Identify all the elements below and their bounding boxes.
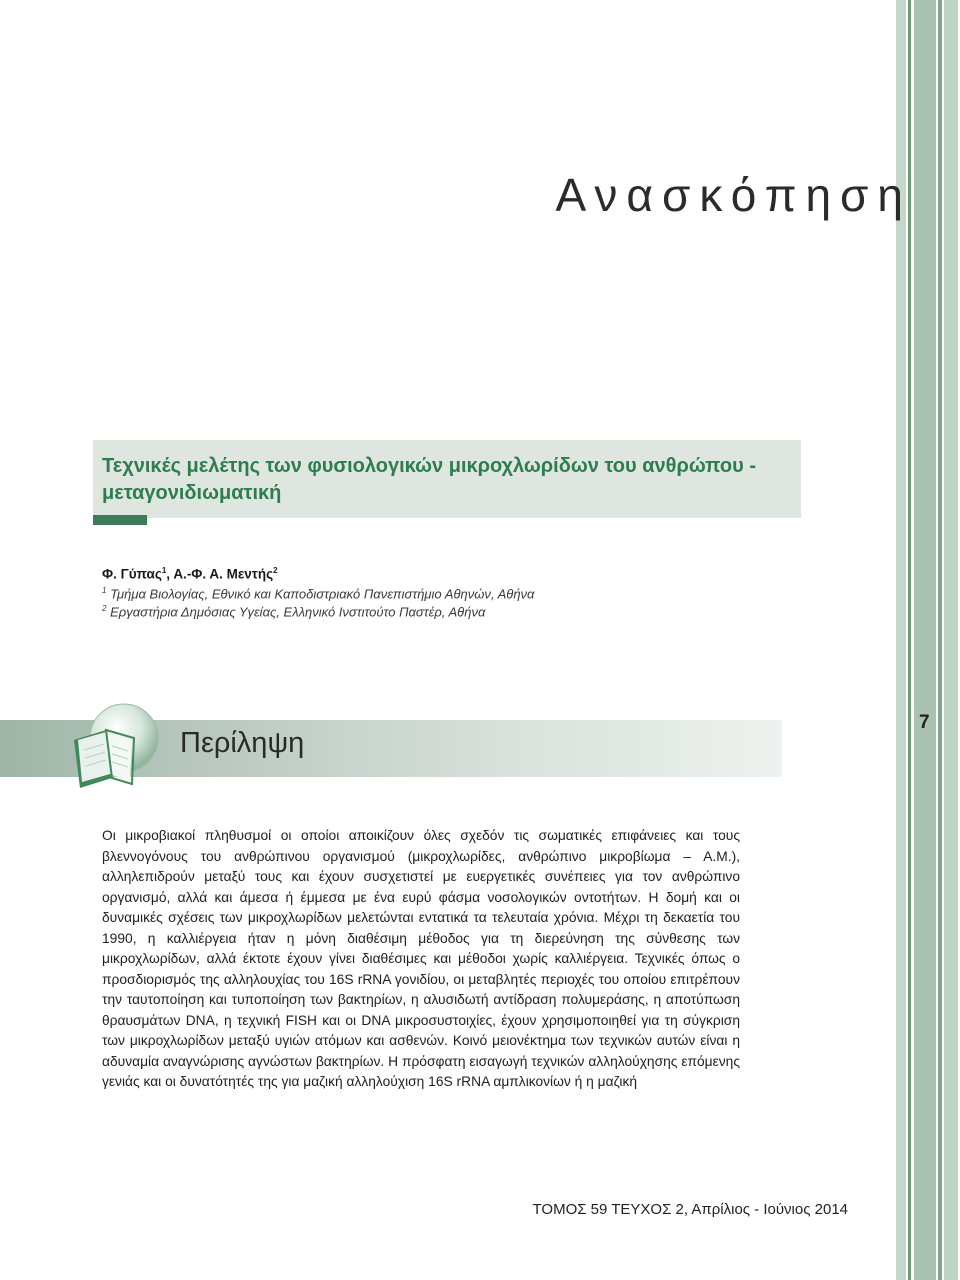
author-1-sup: 1 [161,566,167,575]
abstract-label: Περίληψη [180,727,305,759]
affiliation-2-sup: 2 [102,604,107,613]
affiliation-1 [102,586,534,601]
author-2: Α.-Φ. Α. Μεντής [173,566,274,582]
affiliation-2-text: Εργαστήρια Δημόσιας Υγείας, Ελληνικό Ινστιτούτο Παστέρ, Αθήνα [110,604,486,620]
author-2-sup: 2 [273,566,278,575]
author-1: Φ. Γύπας [102,566,162,582]
article-title: Τεχνικές μελέτης των φυσιολογικών μικροχλωρίδων του ανθρώπου - μεταγονιδιωματική [102,455,756,504]
affiliation-1-sup: 1 [102,586,107,595]
section-heading: Ανασκόπηση [555,169,912,221]
title-accent-bar [93,515,147,525]
authors [102,566,278,582]
footer-issue: ΤΟΜΟΣ 59 ΤΕΥΧΟΣ 2, Απρίλιος - Ιούνιος 2014 [532,1201,848,1218]
author-separator: , [166,566,174,582]
abstract-text: Οι μικροβιακοί πληθυσμοί οι οποίοι αποικίζουν όλες σχεδόν τις σωματικές επιφάνειες και τους βλεννογόνους του ανθρώπινου οργανισμού (μικροχλωρίδες, ανθρώπινο μικροβίωμα – Α.Μ.), αλληλεπιδρούν μεταξύ τους και έχουν συσχετιστεί με ευεργετικές συνέπειες για τον ανθρώπινο οργανισμό, αλλά και άμεσα ή έμμεσα με ένα ευρύ φάσμα νοσολογικών οντοτήτων. Η δομή και οι δυναμικές σχέσεις των μικροχλωρίδων μελετώνται εντατικά τα τελευταία χρόνια. Μέχρι τη δεκαετία του 1990, η καλλιέργεια ήταν η μόνη διαθέσιμη μέθοδος για τη διερεύνηση της σύνθεσης των μικροχλωρίδων, αλλά έκτοτε έχουν γίνει διαθέσιμες και μέθοδοι χωρίς καλλιέργεια. Τεχνικές όπως ο προσδιορισμός της αλληλουχίας του 16S rRNA γονιδίου, οι μεταβλητές περιοχές του οποίου επιτρέπουν την ταυτοποίηση και τυποποίηση των βακτηρίων, η αλυσιδωτή αντίδραση πολυμεράσης, η αποτύπωση θραυσμάτων DNA, η τεχνική FISH και οι DNA μικροσυστοιχίες, έχουν χρησιμοποιηθεί για τη σύγκριση των μικροχλωρίδων μεταξύ υγιών ατόμων και ασθενών. Κοινό μειονέκτημα των τεχνικών αυτών είναι η αδυναμία αναγνώρισης αγνώστων βακτηρίων. Η πρόσφατη εισαγωγή τεχνικών αλληλούχησης επόμενης γενιάς και οι δυνατότητές της για μαζική αλληλούχιση 16S rRNA αμπλικονίων ή η μαζική [102,828,740,1089]
book-icon [68,700,178,790]
affiliation-1-text: Τμήμα Βιολογίας, Εθνικό και Καποδιστριακό Πανεπιστήμιο Αθηνών, Αθήνα [110,586,535,602]
affiliation-2 [102,604,485,619]
page-number: 7 [919,712,930,733]
